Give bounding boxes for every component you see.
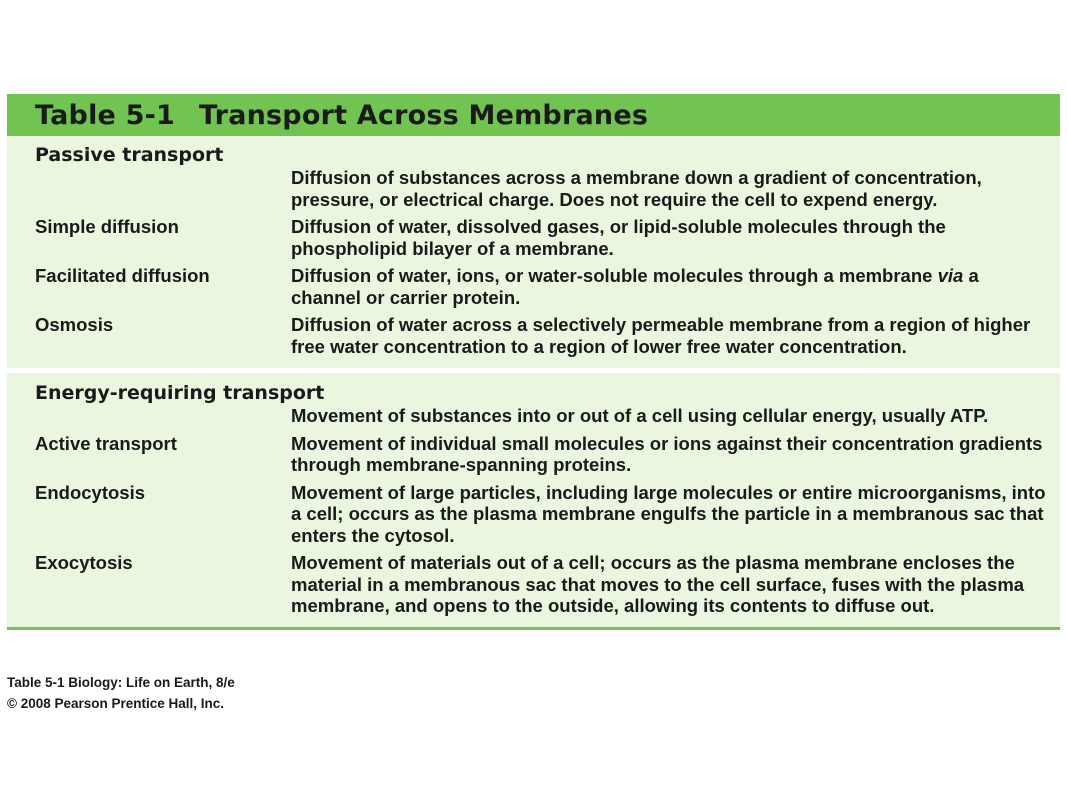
row-term: Exocytosis <box>35 552 133 573</box>
row-term <box>7 405 291 427</box>
table-row <box>7 216 1060 259</box>
row-definition: Movement of materials out of a cell; occurs as the plasma membrane encloses the material in a membranous sac that moves to the cell surface, fuses with the plasma membrane, and opens to the outside, allowing its contents to diffuse out. <box>291 552 1025 616</box>
table-row <box>7 405 1060 427</box>
row-term: Osmosis <box>35 314 114 335</box>
row-term <box>7 167 291 210</box>
caption-copyright: © 2008 Pearson Prentice Hall, Inc. <box>7 696 225 711</box>
row-term: Endocytosis <box>35 481 145 503</box>
section-heading: Passive transport <box>35 144 224 166</box>
caption-source: Table 5-1 Biology: Life on Earth, 8/e <box>7 675 235 690</box>
table-row <box>7 265 1060 308</box>
figure-caption <box>7 672 235 714</box>
row-term: Active transport <box>35 432 177 454</box>
section-energy-requiring-transport <box>7 373 1060 627</box>
definition-text: Diffusion of water, ions, or water-soluble molecules through a membrane <box>291 265 938 286</box>
row-definition: Movement of individual small molecules or ions against their concentration gradients through membrane-spanning proteins. <box>291 432 1043 475</box>
table-row <box>7 167 1060 210</box>
definition-text: a channel or carrier protein. <box>291 265 979 308</box>
section-passive-transport <box>7 136 1060 368</box>
definition-italic-text: via <box>937 265 964 286</box>
section-heading: Energy-requiring transport <box>35 382 325 404</box>
table-number: Table 5-1 <box>35 99 176 131</box>
table-row <box>7 314 1060 357</box>
table-row <box>7 552 1060 617</box>
row-term: Simple diffusion <box>35 216 179 237</box>
row-definition: Diffusion of water, dissolved gases, or lipid-soluble molecules through the phospholipid bilayer of a membrane. <box>291 216 946 259</box>
table-title-bar <box>7 94 1060 136</box>
row-definition: Movement of large particles, including large molecules or entire microorganisms, into a cell; occurs as the plasma membrane engulfs the particle in a membranous sac that enters the cytosol. <box>291 481 1046 546</box>
row-definition: Movement of substances into or out of a cell using cellular energy, usually ATP. <box>291 405 989 426</box>
transport-table <box>7 94 1060 630</box>
row-definition: Diffusion of water across a selectively permeable membrane from a region of higher free water concentration to a region of lower free water concentration. <box>291 314 1031 357</box>
table-bottom-rule <box>7 627 1060 630</box>
table-row <box>7 433 1060 476</box>
row-definition <box>291 265 1051 308</box>
row-definition: Diffusion of substances across a membrane down a gradient of concentration, pressure, or electrical charge. Does not require the cell to expend energy. <box>291 167 982 210</box>
row-term: Facilitated diffusion <box>35 265 210 286</box>
table-row <box>7 482 1060 547</box>
table-title: Transport Across Membranes <box>199 99 649 131</box>
